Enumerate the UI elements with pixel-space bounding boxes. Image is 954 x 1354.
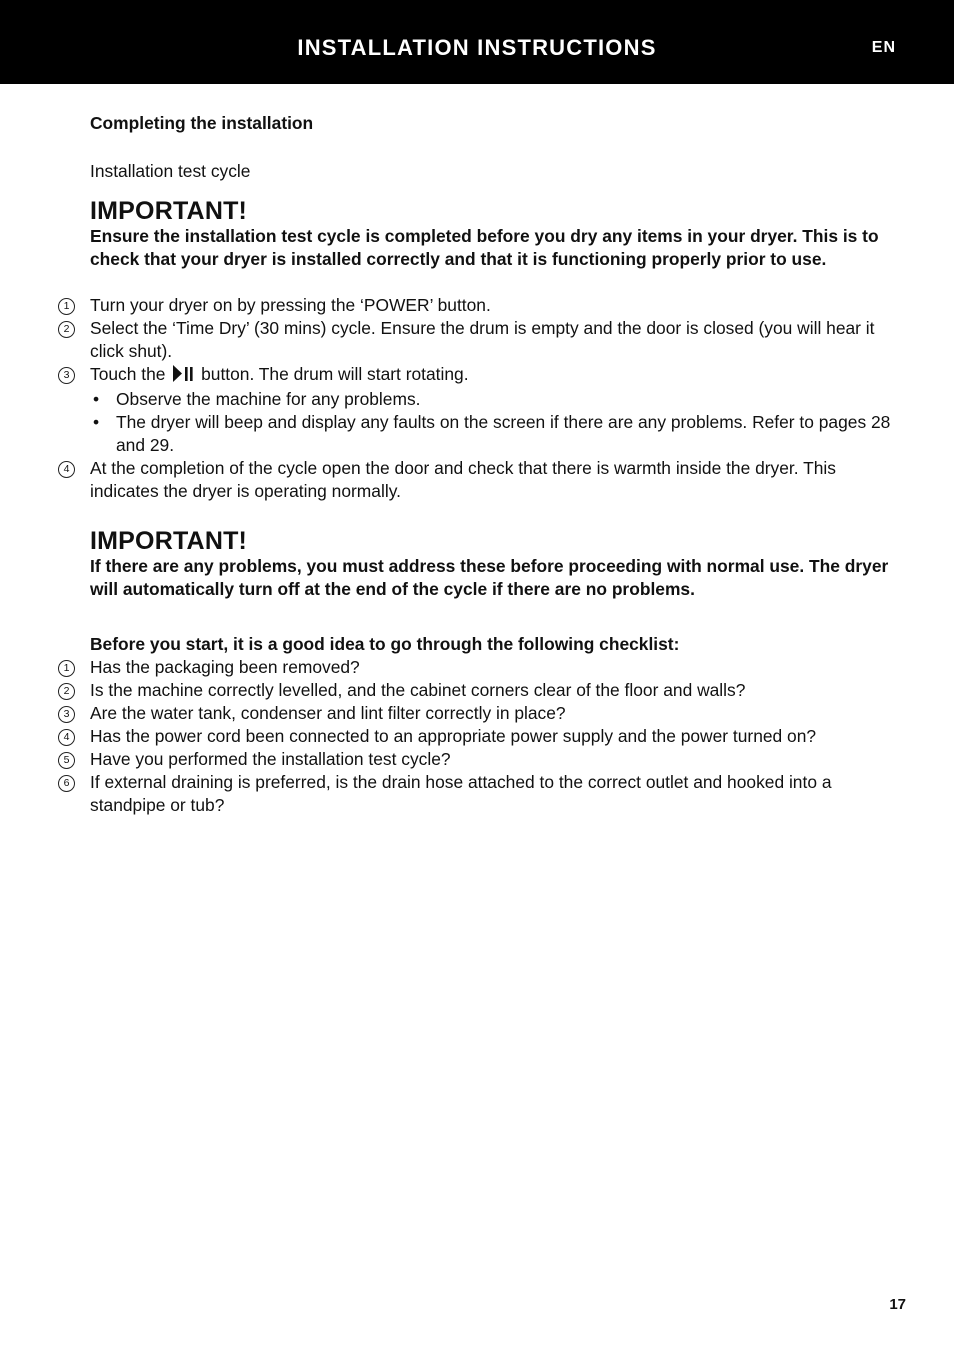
step-item-4: [63, 457, 900, 503]
bullet-text: Observe the machine for any problems.: [116, 389, 421, 409]
important-text-1: Ensure the installation test cycle is completed before you dry any items in your dryer. This is to check that your dryer is installed correctly and that it is functioning properly prior to use.: [90, 226, 879, 269]
checklist-item-2: [63, 679, 900, 702]
step-number-marker: 2: [58, 321, 75, 338]
checklist-item-4: [63, 725, 900, 748]
checklist-intro: Before you start, it is a good idea to go through the following checklist:: [90, 634, 680, 654]
page-content: [63, 112, 900, 817]
important-title-1: IMPORTANT!: [90, 197, 248, 225]
step-number-marker: 4: [58, 461, 75, 478]
checklist-text: Has the packaging been removed?: [90, 657, 360, 677]
checklist-number-marker: 3: [58, 706, 75, 723]
step-text-after-icon: button. The drum will start rotating.: [201, 364, 469, 384]
bullet-dot: •: [92, 389, 100, 409]
header-title: INSTALLATION INSTRUCTIONS: [297, 35, 657, 60]
checklist-item-5: [63, 748, 900, 771]
step-item-1: [63, 294, 900, 317]
step-text: At the completion of the cycle open the door and check that there is warmth inside the dryer. This indicates the dryer is operating normally.: [90, 458, 836, 501]
step-item-3: [63, 363, 900, 457]
checklist: [63, 656, 900, 817]
bullet-item-2: [92, 411, 900, 457]
step-number-marker: 1: [58, 298, 75, 315]
important-notice-2: [90, 527, 900, 601]
test-cycle-steps: [63, 294, 900, 503]
checklist-text: If external draining is preferred, is the drain hose attached to the correct outlet and hooked into a standpipe or tub?: [90, 772, 832, 815]
checklist-number-marker: 1: [58, 660, 75, 677]
important-text-2: If there are any problems, you must address these before proceeding with normal use. The dryer will automatically turn off at the end of the cycle if there are no problems.: [90, 556, 889, 599]
checklist-number-marker: 4: [58, 729, 75, 746]
step-text-before-icon: Touch the: [90, 364, 166, 384]
checklist-text: Have you performed the installation test cycle?: [90, 749, 451, 769]
checklist-text: Has the power cord been connected to an appropriate power supply and the power turned on?: [90, 726, 817, 746]
bullet-item-1: [92, 388, 900, 411]
checklist-number-marker: 2: [58, 683, 75, 700]
section-heading: Completing the installation: [90, 113, 314, 133]
important-notice-1: [90, 197, 900, 271]
page-number: 17: [889, 1296, 906, 1313]
step-number-marker: 3: [58, 367, 75, 384]
step-3-bullets: [90, 388, 900, 457]
step-text: Turn your dryer on by pressing the ‘POWER’ button.: [90, 295, 491, 315]
language-label: EN: [871, 39, 896, 56]
section-subheading: Installation test cycle: [90, 161, 251, 181]
step-item-2: [63, 317, 900, 363]
important-title-2: IMPORTANT!: [90, 527, 248, 555]
bullet-text: The dryer will beep and display any faults on the screen if there are any problems. Refer to pages 28 and 29.: [116, 412, 891, 455]
checklist-number-marker: 6: [58, 775, 75, 792]
checklist-number-marker: 5: [58, 752, 75, 769]
checklist-text: Is the machine correctly levelled, and the cabinet corners clear of the floor and walls?: [90, 680, 746, 700]
step-text: Select the ‘Time Dry’ (30 mins) cycle. Ensure the drum is empty and the door is closed (you will hear it click shut).: [90, 318, 875, 361]
play-pause-icon: [172, 365, 194, 388]
checklist-item-6: [63, 771, 900, 817]
bullet-dot: •: [92, 412, 100, 432]
checklist-item-1: [63, 656, 900, 679]
checklist-text: Are the water tank, condenser and lint filter correctly in place?: [90, 703, 566, 723]
page-header: [0, 0, 954, 84]
checklist-item-3: [63, 702, 900, 725]
